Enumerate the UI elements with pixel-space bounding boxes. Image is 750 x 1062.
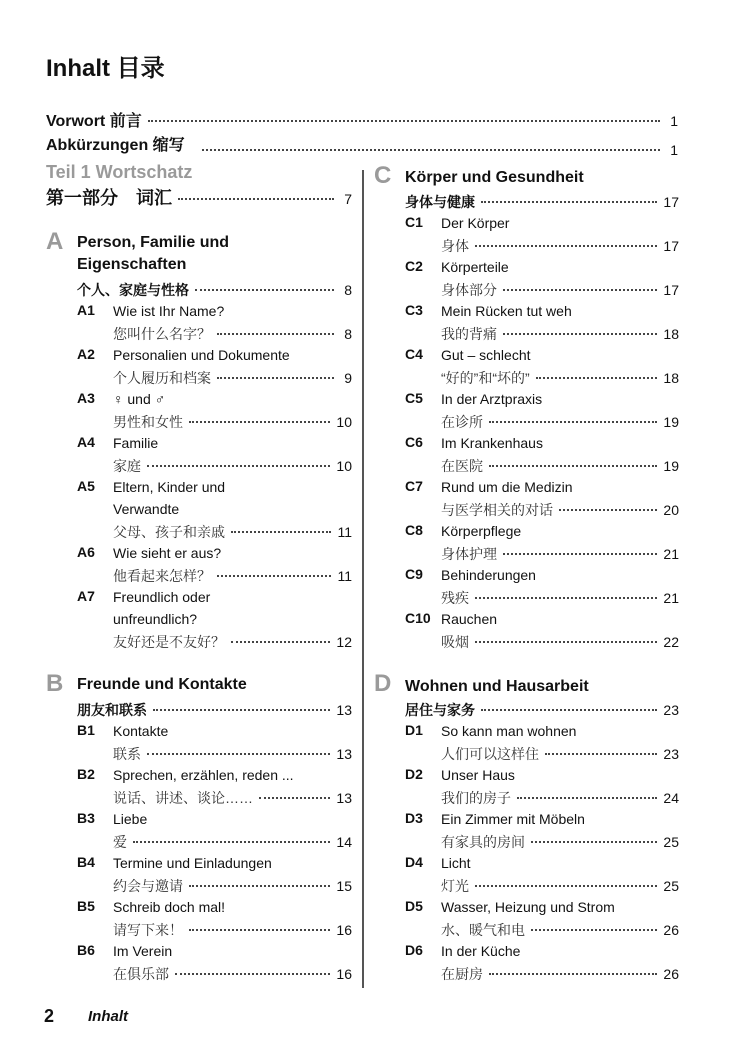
dot-leader (153, 709, 330, 711)
toc-entry-a5[interactable] (113, 522, 352, 542)
dot-leader (475, 245, 657, 247)
page-number: 22 (663, 634, 679, 650)
item-title-de: Körperteile (441, 259, 509, 275)
item-title-de: Eltern, Kinder und (113, 479, 226, 495)
page-number: 21 (663, 590, 679, 606)
toc-entry-d3[interactable] (441, 832, 679, 852)
page-number: 13 (336, 790, 352, 806)
section-zh: 个人、家庭与性格 (77, 282, 189, 298)
toc-entry-c8[interactable] (441, 544, 679, 564)
page-number: 10 (336, 458, 352, 474)
item-title-zh: 在厨房 (441, 966, 483, 982)
item-title-de: In der Küche (441, 943, 521, 959)
toc-entry-b6[interactable] (113, 964, 352, 984)
page-number: 26 (663, 966, 679, 982)
item-code: C2 (405, 258, 423, 274)
item-title-de: Kontakte (113, 723, 169, 739)
dot-leader (195, 289, 334, 291)
dot-leader (175, 973, 330, 975)
page-number: 11 (337, 524, 352, 540)
section-letter-c: C (374, 162, 392, 189)
dot-leader (503, 333, 657, 335)
dot-leader (536, 377, 658, 379)
page-number: 23 (663, 746, 679, 762)
dot-leader (531, 929, 657, 931)
toc-entry-c4[interactable] (441, 368, 679, 388)
toc-entry-d1[interactable] (441, 744, 679, 764)
item-code: C5 (405, 390, 423, 406)
dot-leader (531, 841, 657, 843)
toc-entry-d5[interactable] (441, 920, 679, 940)
dot-leader (559, 509, 657, 511)
item-title-zh: 您叫什么名字？ (113, 326, 211, 342)
page-number: 20 (663, 502, 679, 518)
item-code: A1 (77, 302, 95, 318)
item-title-de: Sprechen, erzählen, reden ... (113, 767, 294, 783)
dot-leader (133, 841, 330, 843)
item-code: D3 (405, 810, 423, 826)
footer-page-number: 2 (44, 1006, 55, 1026)
toc-entry-c6[interactable] (441, 456, 679, 476)
toc-entry-b1[interactable] (113, 744, 352, 764)
page-number: 25 (663, 878, 679, 894)
entry-label: Vorwort 前言 (46, 113, 142, 130)
toc-entry-c[interactable] (405, 192, 679, 212)
item-title-zh: 联系 (113, 746, 141, 762)
item-title-zh: 我的背痛 (441, 326, 497, 342)
toc-entry-b2[interactable] (113, 788, 352, 808)
item-title-zh: 残疾 (441, 590, 469, 606)
page-number: 7 (344, 191, 352, 207)
toc-entry-a2[interactable] (113, 368, 352, 388)
column-divider (362, 170, 364, 988)
item-title-de: Unser Haus (441, 767, 515, 783)
page-number: 17 (663, 194, 679, 210)
page-number: 18 (663, 326, 679, 342)
item-title-zh: 与医学相关的对话 (441, 502, 553, 518)
item-title-de: Rauchen (441, 611, 498, 627)
dot-leader (489, 421, 657, 423)
item-title-de: Personalien und Dokumente (113, 347, 290, 363)
item-title-zh: 请写下来！ (113, 922, 183, 938)
item-code: B4 (77, 854, 95, 870)
page-number: 19 (663, 458, 679, 474)
toc-entry-d2[interactable] (441, 788, 679, 808)
item-title-de: Rund um die Medizin (441, 479, 573, 495)
dot-leader (189, 421, 330, 423)
item-title-zh: 在诊所 (441, 414, 483, 430)
item-title-zh: 他看起来怎样？ (113, 568, 211, 584)
item-title-de: Wie sieht er aus? (113, 545, 222, 561)
item-title-zh: 约会与邀请 (113, 878, 183, 894)
item-title-zh: 人们可以这样住 (441, 746, 539, 762)
page-number: 16 (336, 922, 352, 938)
toc-entry-c7[interactable] (441, 500, 679, 520)
item-code: D1 (405, 722, 423, 738)
item-title-de: Im Krankenhaus (441, 435, 543, 451)
page-number: 13 (336, 746, 352, 762)
item-title-de-line2: unfreundlich? (113, 611, 198, 627)
item-code: B2 (77, 766, 95, 782)
dot-leader (503, 289, 657, 291)
item-title-de: Liebe (113, 811, 148, 827)
toc-entry-c3[interactable] (441, 324, 679, 344)
page-number: 13 (336, 702, 352, 718)
toc-entry-b3[interactable] (113, 832, 352, 852)
toc-entry-teil1[interactable] (46, 184, 352, 210)
item-code: C8 (405, 522, 423, 538)
dot-leader (202, 149, 660, 151)
item-title-de: Freundlich oder (113, 589, 211, 605)
item-code: A5 (77, 478, 95, 494)
toc-entry-b[interactable] (77, 700, 352, 720)
item-code: D4 (405, 854, 423, 870)
item-title-de-line2: Verwandte (113, 501, 180, 517)
item-code: C9 (405, 566, 423, 582)
page-number: 21 (663, 546, 679, 562)
page-number: 11 (337, 568, 352, 584)
dot-leader (217, 575, 331, 577)
section-letter-a: A (46, 228, 64, 255)
item-code: C10 (405, 610, 431, 626)
part-heading: Teil 1 Wortschatz (46, 162, 193, 182)
dot-leader (148, 120, 660, 122)
item-title-de: Familie (113, 435, 159, 451)
item-title-zh: 父母、孩子和亲戚 (113, 524, 225, 540)
item-title-de: Schreib doch mal! (113, 899, 226, 915)
page-number: 23 (663, 702, 679, 718)
page-number: 1 (670, 113, 678, 129)
dot-leader (475, 885, 657, 887)
section-title-c: Körper und Gesundheit (405, 169, 584, 186)
item-title-de: Der Körper (441, 215, 510, 231)
page-number: 26 (663, 922, 679, 938)
dot-leader (217, 377, 334, 379)
item-title-de: In der Arztpraxis (441, 391, 543, 407)
dot-leader (503, 553, 657, 555)
item-title-de: Mein Rücken tut weh (441, 303, 572, 319)
page-number: 15 (336, 878, 352, 894)
page-title: Inhalt 目录 (46, 55, 165, 82)
dot-leader (475, 641, 657, 643)
item-code: C7 (405, 478, 423, 494)
item-code: C1 (405, 214, 423, 230)
footer-label: Inhalt (88, 1008, 128, 1025)
section-title-line: Person, Familie und (77, 234, 230, 251)
section-zh: 身体与健康 (405, 194, 475, 210)
item-title-zh: 说话、讲述、谈论…… (113, 790, 253, 806)
toc-entry-b5[interactable] (113, 920, 352, 940)
item-title-zh: 灯光 (441, 878, 469, 894)
page-number: 8 (344, 326, 352, 342)
item-title-zh: “好的”和“坏的” (441, 370, 530, 386)
item-title-zh: 男性和女性 (113, 414, 183, 430)
item-title-zh: 家庭 (113, 458, 141, 474)
item-code: A3 (77, 390, 95, 406)
item-title-de: ♀ und ♂ (113, 391, 166, 407)
item-code: B3 (77, 810, 95, 826)
toc-entry-d6[interactable] (441, 964, 679, 984)
item-title-de: Im Verein (113, 943, 173, 959)
toc-entry-vorwort[interactable] (46, 108, 678, 131)
section-title-line: Eigenschaften (77, 256, 187, 273)
toc-entry-a[interactable] (77, 280, 352, 300)
page-number: 12 (336, 634, 352, 650)
item-code: B6 (77, 942, 95, 958)
dot-leader (475, 597, 657, 599)
toc-entry-a3[interactable] (113, 412, 352, 432)
item-title-zh: 在俱乐部 (113, 966, 169, 982)
toc-entry-a6[interactable] (113, 566, 352, 586)
dot-leader (545, 753, 657, 755)
page-number: 25 (663, 834, 679, 850)
dot-leader (147, 465, 330, 467)
toc-entry-c2[interactable] (441, 280, 679, 300)
item-title-de: Gut – schlecht (441, 347, 531, 363)
item-title-de: Behinderungen (441, 567, 536, 583)
dot-leader (259, 797, 330, 799)
item-title-zh: 在医院 (441, 458, 483, 474)
page-number: 19 (663, 414, 679, 430)
item-code: B5 (77, 898, 95, 914)
toc-entry-a7[interactable] (113, 632, 352, 652)
toc-entry-c10[interactable] (441, 632, 679, 652)
section-letter-d: D (374, 670, 392, 697)
item-title-zh: 水、暖气和电 (441, 922, 525, 938)
dot-leader (189, 885, 330, 887)
page-number: 9 (344, 370, 352, 386)
item-title-zh: 身体 (441, 238, 469, 254)
dot-leader (481, 201, 657, 203)
toc-entry-abkuerzungen[interactable] (196, 142, 678, 158)
section-letter-b: B (46, 670, 64, 697)
item-code: A4 (77, 434, 95, 450)
item-title-de: Licht (441, 855, 471, 871)
page-number: 8 (344, 282, 352, 298)
page-number: 1 (670, 142, 678, 158)
dot-leader (178, 198, 334, 200)
section-zh: 朋友和联系 (77, 702, 147, 718)
part-heading-zh: 第一部分 词汇 (46, 188, 172, 208)
item-title-zh: 吸烟 (441, 634, 469, 650)
toc-entry-c9[interactable] (441, 588, 679, 608)
toc-entry-d[interactable] (405, 700, 679, 720)
dot-leader (489, 973, 657, 975)
item-title-zh: 爱 (113, 834, 127, 850)
section-title-a (77, 232, 229, 276)
toc-entry-d4[interactable] (441, 876, 679, 896)
item-title-zh: 身体护理 (441, 546, 497, 562)
item-title-de: Ein Zimmer mit Möbeln (441, 811, 585, 827)
item-title-de: Wasser, Heizung und Strom (441, 899, 615, 915)
section-title-b: Freunde und Kontakte (77, 676, 247, 693)
page-number: 24 (663, 790, 679, 806)
page-number: 14 (336, 834, 352, 850)
dot-leader (231, 641, 330, 643)
item-title-zh: 身体部分 (441, 282, 497, 298)
toc-entry-c5[interactable] (441, 412, 679, 432)
item-code: D2 (405, 766, 423, 782)
item-code: D5 (405, 898, 423, 914)
item-title-zh: 个人履历和档案 (113, 370, 211, 386)
page-number: 10 (336, 414, 352, 430)
toc-entry-a4[interactable] (113, 456, 352, 476)
toc-entry-c1[interactable] (441, 236, 679, 256)
item-code: C4 (405, 346, 423, 362)
page-number: 16 (336, 966, 352, 982)
item-title-zh: 有家具的房间 (441, 834, 525, 850)
page-number: 17 (663, 238, 679, 254)
section-title-d: Wohnen und Hausarbeit (405, 678, 589, 695)
item-code: A7 (77, 588, 95, 604)
item-code: C6 (405, 434, 423, 450)
dot-leader (147, 753, 330, 755)
dot-leader (481, 709, 657, 711)
toc-entry-a1[interactable] (113, 324, 352, 344)
page-number: 18 (663, 370, 679, 386)
toc-entry-b4[interactable] (113, 876, 352, 896)
entry-label-abkuerzungen: Abkürzungen 缩写 (46, 137, 185, 154)
item-code: B1 (77, 722, 95, 738)
item-code: C3 (405, 302, 423, 318)
item-code: A6 (77, 544, 95, 560)
item-title-de: Termine und Einladungen (113, 855, 272, 871)
item-title-zh: 我们的房子 (441, 790, 511, 806)
dot-leader (217, 333, 334, 335)
item-code: D6 (405, 942, 423, 958)
dot-leader (189, 929, 330, 931)
page-number: 17 (663, 282, 679, 298)
item-title-de: Körperpflege (441, 523, 522, 539)
dot-leader (231, 531, 331, 533)
dot-leader (517, 797, 657, 799)
section-zh: 居住与家务 (405, 702, 475, 718)
item-title-de: So kann man wohnen (441, 723, 577, 739)
item-title-de: Wie ist Ihr Name? (113, 303, 225, 319)
item-code: A2 (77, 346, 95, 362)
dot-leader (489, 465, 657, 467)
item-title-zh: 友好还是不友好？ (113, 634, 225, 650)
